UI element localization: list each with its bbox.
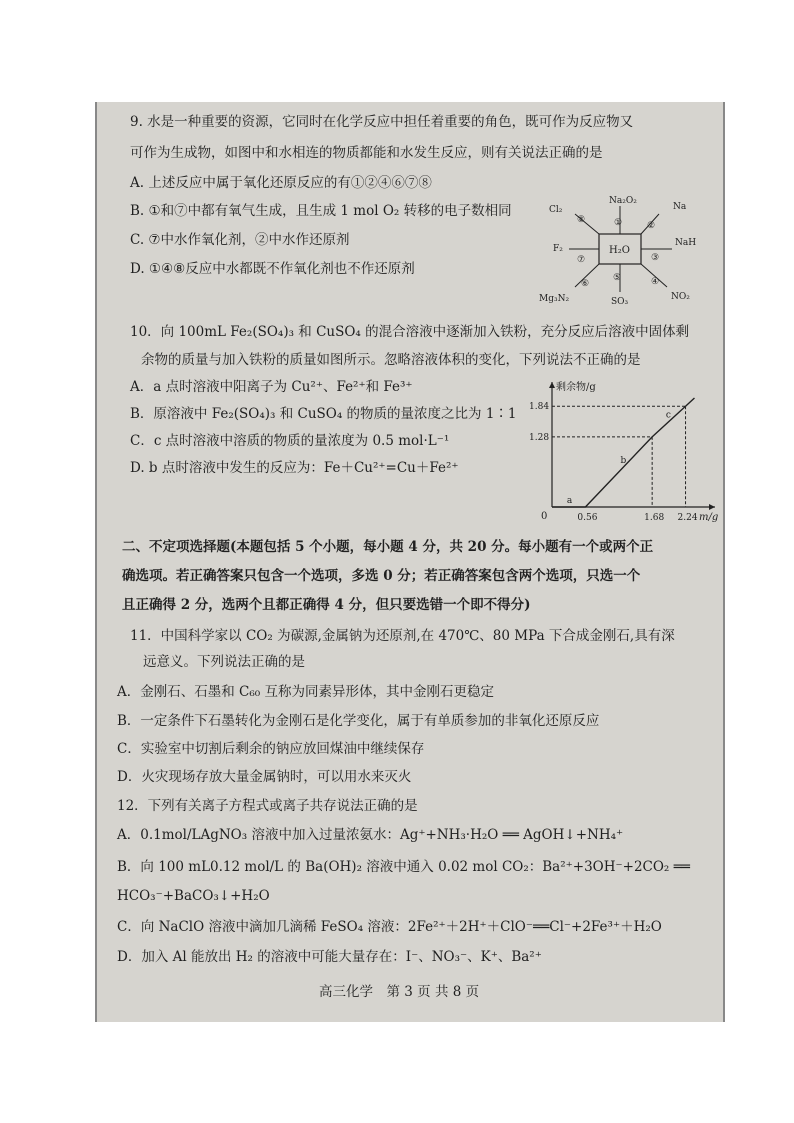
exam-page [95,102,725,1022]
q9-stem-line2: 可作为生成物，如图中和水相连的物质都能和水发生反应，则有关说法正确的是 [130,145,603,161]
num-4: ④ [651,277,660,287]
x-axis-arrow [709,504,715,510]
num-5: ⑤ [613,273,622,283]
q11-option-b: B．一定条件下石墨转化为金刚石是化学变化，属于有单质参加的非氧化还原反应 [117,713,600,729]
q12-option-d: D．加入 Al 能放出 H₂ 的溶液中可能大量存在：I⁻、NO₃⁻、K⁺、Ba²⁺ [117,949,542,965]
point-label-c: c [665,410,671,421]
q11-stem-line1: 11．中国科学家以 CO₂ 为碳源,金属钠为还原剂,在 470℃、80 MPa 下合成金刚石,具有深 [130,628,675,644]
label-mg3n2: Mg₃N₂ [539,294,570,304]
label-na: Na [673,202,687,212]
q12-stem: 12．下列有关离子方程式或离子共存说法正确的是 [117,798,418,814]
y-tick-label: 1.84 [529,402,550,413]
num-8: ⑧ [577,215,586,225]
q12-option-b-line1: B．向 100 mL0.12 mol/L 的 Ba(OH)₂ 溶液中通入 0.02 mol CO₂：Ba²⁺+3OH⁻+2CO₂ ══ [117,859,690,875]
water-center-label: H₂O [609,245,630,256]
x-tick-label: 2.24 [677,513,698,523]
q10-stem-line2: 余物的质量与加入铁粉的质量如图所示。忽略溶液体积的变化，下列说法不正确的是 [141,352,641,368]
y-tick-label: 1.28 [529,432,550,443]
q11-option-c: C．实验室中切割后剩余的钠应放回煤油中继续保存 [117,741,425,757]
q12-option-c: C．向 NaClO 溶液中滴加几滴稀 FeSO₄ 溶液：2Fe²⁺＋2H⁺＋ClO⁻══Cl⁻+2Fe³⁺＋H₂O [117,919,662,935]
section2-line2: 确选项。若正确答案只包含一个选项，多选 0 分；若正确答案包含两个选项，只选一个 [122,568,641,584]
num-1: ① [614,218,623,228]
label-cl2: Cl₂ [549,205,563,215]
point-label-b: b [620,456,627,467]
q10-option-d: D. b 点时溶液中发生的反应为：Fe＋Cu²⁺=Cu＋Fe²⁺ [130,460,459,476]
point-label-a: a [566,496,573,506]
label-na2o2: Na₂O₂ [609,196,637,206]
label-f2: F₂ [553,244,563,254]
q11-stem-line2: 远意义。下列说法正确的是 [143,654,305,670]
label-nah: NaH [675,238,697,248]
section2-line3: 且正确得 2 分，选两个且都正确得 4 分，但只要选错一个即不得分) [122,597,531,613]
q9-option-b: B. ①和⑦中都有氧气生成，且生成 1 mol O₂ 转移的电子数相同 [130,203,512,219]
num-3: ③ [651,253,660,263]
q11-option-d: D．火灾现场存放大量金属钠时，可以用水来灭火 [117,769,412,785]
num-7: ⑦ [577,255,586,265]
series-line-extension [686,398,695,406]
y-axis-arrow [549,382,555,388]
series-line [552,406,686,507]
water-reaction-diagram [537,192,717,307]
x-tick-label: 1.68 [644,513,665,523]
mass-graph [529,382,722,527]
label-so3: SO₃ [611,297,629,307]
q11-option-a: A．金刚石、石墨和 C₆₀ 互称为同素异形体，其中金刚石更稳定 [117,684,494,700]
section2-line1: 二、不定项选择题(本题包括 5 个小题，每小题 4 分，共 20 分。每小题有一个或两个正 [122,539,654,555]
q10-option-c: C．c 点时溶液中溶质的物质的量浓度为 0.5 mol·L⁻¹ [130,433,450,449]
num-6: ⑥ [581,279,590,289]
label-no2: NO₂ [671,292,690,302]
x-axis-label: m/g [699,512,719,523]
q9-stem-line1: 9. 水是一种重要的资源，它同时在化学反应中担任着重要的角色，既可作为反应物又 [130,114,634,130]
q10-option-a: A．a 点时溶液中阳离子为 Cu²⁺、Fe²⁺和 Fe³⁺ [130,379,413,395]
q12-option-a: A．0.1mol/LAgNO₃ 溶液中加入过量浓氨水：Ag⁺+NH₃·H₂O ══ AgOH↓+NH₄⁺ [117,827,624,843]
q9-option-d: D. ①④⑧反应中水都既不作氧化剂也不作还原剂 [130,261,415,277]
q9-option-a: A. 上述反应中属于氧化还原反应的有①②④⑥⑦⑧ [130,175,432,191]
page-footer: 高三化学 第 3 页 共 8 页 [319,984,480,1000]
q9-option-c: C. ⑦中水作氧化剂，②中水作还原剂 [130,232,350,248]
q12-option-b-line2: HCO₃⁻+BaCO₃↓+H₂O [117,888,270,904]
origin-label: 0 [541,511,548,522]
q10-stem-line1: 10．向 100mL Fe₂(SO₄)₃ 和 CuSO₄ 的混合溶液中逐渐加入铁粉，充分反应后溶液中固体剩 [130,324,690,340]
num-2: ② [647,221,656,231]
q10-option-b: B．原溶液中 Fe₂(SO₄)₃ 和 CuSO₄ 的物质的量浓度之比为 1∶1 [130,406,517,422]
y-axis-label: 剩余物/g [556,382,596,393]
x-tick-label: 0.56 [577,513,598,523]
